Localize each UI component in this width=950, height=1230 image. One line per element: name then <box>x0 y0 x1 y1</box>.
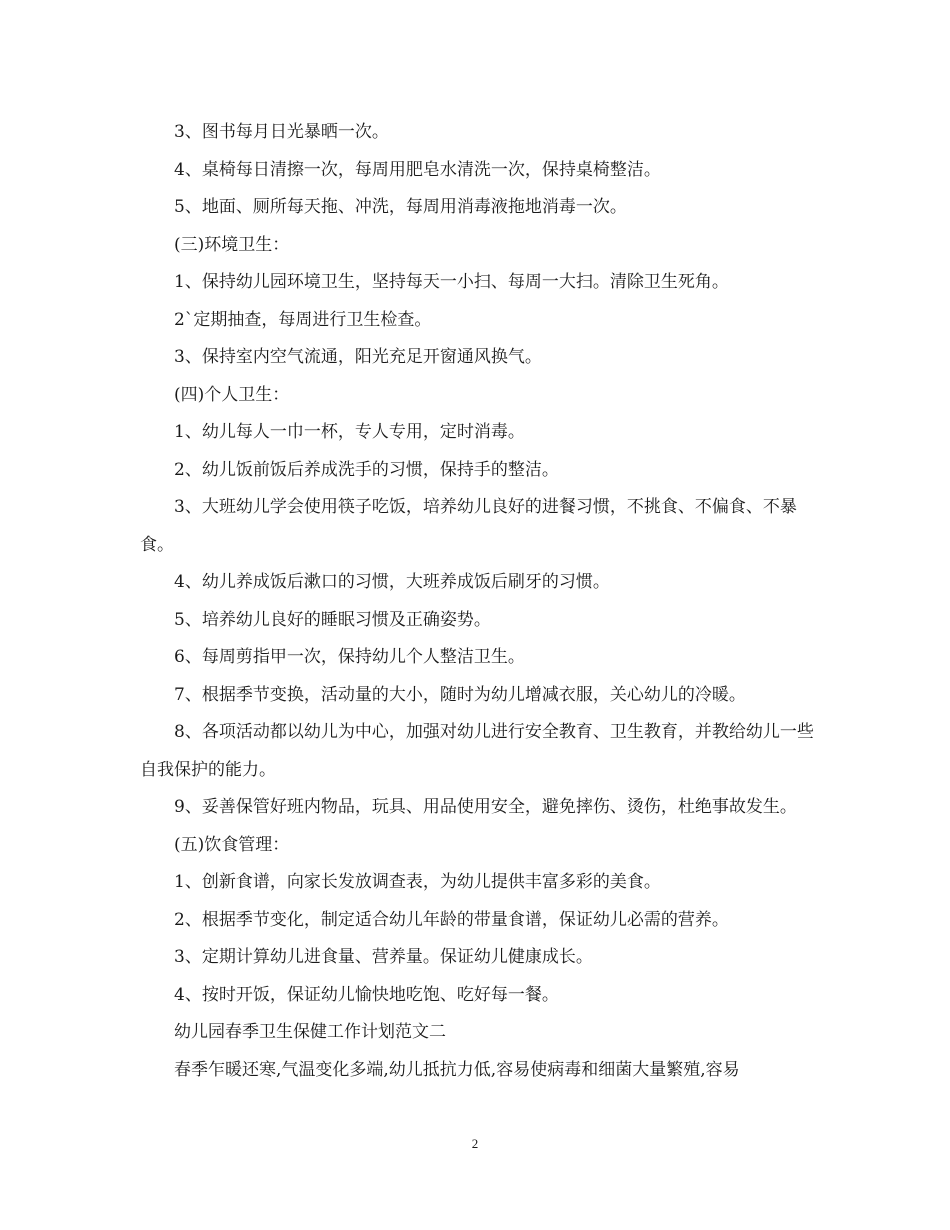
document-body <box>140 114 815 1089</box>
page-number: 2 <box>471 1136 479 1151</box>
paragraph: 6、每周剪指甲一次，保持幼儿个人整洁卫生。 <box>174 647 525 667</box>
paragraph: 9、妥善保管好班内物品，玩具、用品使用安全，避免摔伤、烫伤，杜绝事故发生。 <box>174 797 797 817</box>
paragraph: 2、根据季节变化，制定适合幼儿年龄的带量食谱，保证幼儿必需的营养。 <box>174 909 729 930</box>
document-subtitle: 幼儿园春季卫生保健工作计划范文二 <box>174 1022 446 1042</box>
paragraph: 2`定期抽查，每周进行卫生检查。 <box>174 309 432 330</box>
paragraph: 春季乍暖还寒,气温变化多端,幼儿抵抗力低,容易使病毒和细菌大量繁殖,容易 <box>174 1059 740 1080</box>
paragraph: 3、定期计算幼儿进食量、营养量。保证幼儿健康成长。 <box>174 947 593 967</box>
paragraph: 1、创新食谱，向家长发放调查表，为幼儿提供丰富多彩的美食。 <box>174 872 661 892</box>
paragraph: 4、按时开饭，保证幼儿愉快地吃饱、吃好每一餐。 <box>174 984 559 1005</box>
paragraph: 2、幼儿饭前饭后养成洗手的习惯，保持手的整洁。 <box>174 459 559 480</box>
paragraph: 8、各项活动都以幼儿为中心，加强对幼儿进行安全教育、卫生教育，并教给幼儿一些自我保护的能力。 <box>140 722 814 780</box>
paragraph: 5、地面、厕所每天拖、冲洗，每周用消毒液拖地消毒一次。 <box>174 197 627 217</box>
paragraph: 1、幼儿每人一巾一杯，专人专用，定时消毒。 <box>174 422 525 442</box>
paragraph: 5、培养幼儿良好的睡眠习惯及正确姿势。 <box>174 609 491 630</box>
section-heading: (四)个人卫生： <box>174 384 290 405</box>
paragraph: 3、大班幼儿学会使用筷子吃饭，培养幼儿良好的进餐习惯，不挑食、不偏食、不暴食。 <box>140 497 797 555</box>
section-heading: (三)环境卫生： <box>174 234 290 255</box>
paragraph: 4、桌椅每日清擦一次，每周用肥皂水清洗一次，保持桌椅整洁。 <box>174 159 661 180</box>
paragraph: 4、幼儿养成饭后漱口的习惯，大班养成饭后刷牙的习惯。 <box>174 572 610 592</box>
paragraph: 1、保持幼儿园环境卫生，坚持每天一小扫、每周一大扫。清除卫生死角。 <box>174 272 729 292</box>
section-heading: (五)饮食管理： <box>174 834 290 855</box>
paragraph: 7、根据季节变换，活动量的大小，随时为幼儿增减衣服，关心幼儿的冷暖。 <box>174 684 746 705</box>
paragraph: 3、保持室内空气流通，阳光充足开窗通风换气。 <box>174 347 542 367</box>
paragraph: 3、图书每月日光暴晒一次。 <box>174 122 389 142</box>
